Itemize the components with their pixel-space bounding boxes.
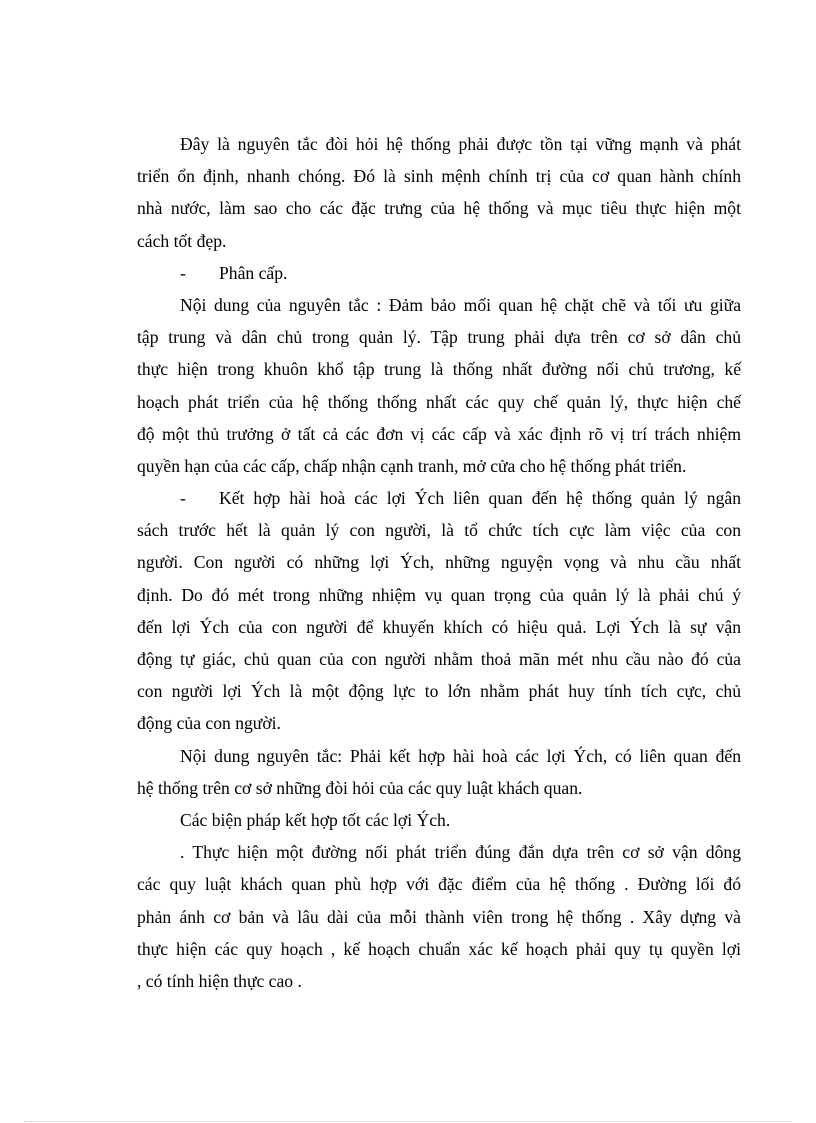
paragraph-line: thực hiện các quy hoạch , kế hoạch chuẩn xác kế hoạch phải quy tụ quyền lợi — [137, 938, 741, 959]
paragraph-line: sách trước hết là quản lý con người, là tổ chức tích cực làm việc của con — [137, 520, 741, 541]
bullet-dash: - — [180, 488, 186, 509]
paragraph-line: con người lợi Ých là một động lực to lớn nhằm phát huy tính tích cực, chủ — [137, 681, 741, 702]
paragraph-line: Nội dung của nguyên tắc : Đảm bảo mối quan hệ chặt chẽ và tối ưu giữa — [180, 294, 741, 315]
paragraph-line: độ một thủ trưởng ở tất cả các đơn vị các cấp và xác định rõ vị trí trách nhiệm — [137, 423, 741, 444]
paragraph-line: hoạch phát triển của hệ thống thống nhất các quy chế quản lý, thực hiện chế — [137, 391, 741, 412]
bullet-text: Kết hợp hài hoà các lợi Ých liên quan đến hệ thống quản lý ngân — [219, 488, 741, 509]
paragraph-line: động của con người. — [137, 713, 281, 734]
bullet-item-phan-cap — [137, 257, 741, 289]
paragraph-line: hệ thống trên cơ sở những đòi hỏi của các quy luật khách quan. — [137, 777, 583, 798]
document-body — [137, 128, 741, 997]
paragraph-line: người. Con người có những lợi Ých, những nguyện vọng và nhu cầu nhất — [137, 552, 741, 573]
paragraph-line: phản ánh cơ bản và lâu dài của mỗi thành viên trong hệ thống . Xây dựng và — [137, 906, 741, 927]
bullet-text: Phân cấp. — [219, 262, 288, 283]
paragraph-line: đến lợi Ých của con người để khuyến khích có hiệu quả. Lợi Ých là sự vận — [137, 616, 741, 637]
paragraph-line: triển ổn định, nhanh chóng. Đó là sinh mệnh chính trị của cơ quan hành chính — [137, 166, 741, 187]
paragraph-line: cách tốt đẹp. — [137, 230, 227, 251]
paragraph-line: tập trung và dân chủ trong quản lý. Tập trung phải dựa trên cơ sở dân chủ — [137, 327, 741, 348]
paragraph-line: , có tính hiện thực cao . — [137, 970, 302, 991]
paragraph-line: thực hiện trong khuôn khổ tập trung là thống nhất đường nối chủ trương, kế — [137, 359, 741, 380]
paragraph-line: Đây là nguyên tắc đòi hỏi hệ thống phải được tồn tại vững mạnh và phát — [180, 134, 741, 154]
paragraph-line: . Thực hiện một đường nối phát triển đúng đắn dựa trên cơ sở vận dông — [180, 842, 741, 863]
paragraph-line: các quy luật khách quan phù hợp với đặc điểm của hệ thống . Đường lối đó — [137, 874, 741, 895]
page-bottom-rule — [24, 1121, 792, 1122]
paragraph-line: quyền hạn của các cấp, chấp nhận cạnh tranh, mở cửa cho hệ thống phát triển. — [137, 455, 687, 476]
paragraph-line: động tự giác, chủ quan của con người nhằm thoả mãn mét nhu cầu nào đó của — [137, 649, 741, 669]
paragraph-line: Các biện pháp kết hợp tốt các lợi Ých. — [180, 809, 451, 830]
bullet-dash: - — [180, 262, 186, 283]
paragraph-line: định. Do đó mét trong những nhiệm vụ quan trọng của quản lý là phải chú ý — [137, 584, 741, 605]
paragraph-line: nhà nước, làm sao cho các đặc trưng của hệ thống và mục tiêu thực hiện một — [137, 198, 741, 219]
bullet-item-ket-hop — [137, 482, 741, 514]
paragraph-line: Nội dung nguyên tắc: Phải kết hợp hài hoà các lợi Ých, có liên quan đến — [180, 745, 741, 766]
